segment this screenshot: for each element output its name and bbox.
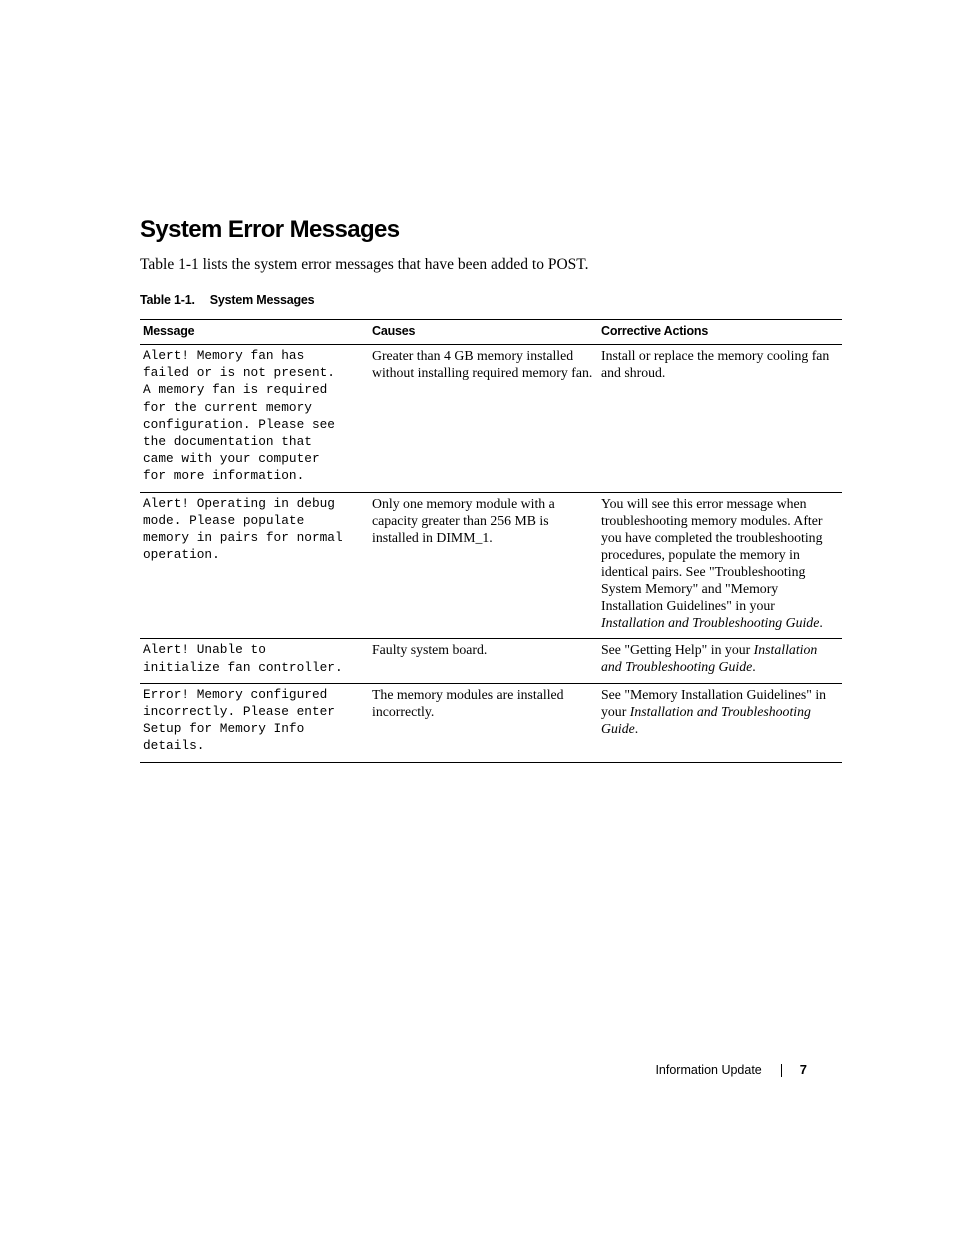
- action-tail: .: [634, 720, 639, 736]
- table-row: [140, 683, 842, 762]
- table-caption: [140, 292, 314, 308]
- action-cell: [598, 492, 842, 639]
- action-cell: [598, 345, 842, 493]
- footer-section-title: Information Update: [655, 1063, 762, 1077]
- cause-cell: Greater than 4 GB memory installed without installing required memory fan.: [369, 345, 598, 493]
- footer-divider: [781, 1064, 782, 1077]
- message-cell: Error! Memory configured incorrectly. Please enter Setup for Memory Info details.: [140, 683, 369, 762]
- page-number: 7: [799, 1062, 807, 1077]
- action-cell: [598, 683, 842, 762]
- action-guide-title: Installation and Troubleshooting Guide: [601, 615, 820, 631]
- page-footer: [655, 1061, 807, 1079]
- intro-paragraph: Table 1-1 lists the system error messages that have been added to POST.: [140, 256, 589, 273]
- page-title: System Error Messages: [140, 216, 400, 243]
- action-guide-title: Installation and Troubleshooting Guide: [601, 642, 818, 675]
- table-caption-number: Table 1-1.: [140, 293, 195, 307]
- action-tail: .: [752, 659, 756, 675]
- table-row: [140, 492, 842, 639]
- action-guide-title: Installation and Troubleshooting Guide: [601, 703, 811, 736]
- table-header-row: [140, 320, 842, 345]
- table-caption-title: System Messages: [209, 293, 315, 307]
- action-text: Install or replace the memory cooling fan and shroud.: [601, 348, 830, 381]
- cause-cell: The memory modules are installed incorrectly.: [369, 683, 598, 762]
- system-messages-table: [140, 319, 842, 763]
- message-cell: Alert! Operating in debug mode. Please populate memory in pairs for normal operation.: [140, 492, 369, 639]
- header-causes: Causes: [369, 320, 598, 345]
- action-text: See "Memory Installation Guidelines" in your: [601, 686, 827, 719]
- action-text: See "Getting Help" in your: [601, 642, 754, 658]
- cause-cell: Faulty system board.: [369, 639, 598, 683]
- header-message: Message: [140, 320, 369, 345]
- table-row: [140, 639, 842, 683]
- cause-cell: Only one memory module with a capacity greater than 256 MB is installed in DIMM_1.: [369, 492, 598, 639]
- table-row: [140, 345, 842, 493]
- action-cell: [598, 639, 842, 683]
- action-text: You will see this error message when troubleshooting memory modules. After you have completed the troubleshooting procedures, populate the memory in identical pairs. See "Troubleshooting System Memory" and "Memory Installation Guidelines" in your: [601, 495, 823, 614]
- message-cell: Alert! Memory fan has failed or is not present. A memory fan is required for the current memory configuration. Please see the documentation that came with your computer for more information.: [140, 345, 369, 493]
- header-corrective-actions: Corrective Actions: [598, 320, 842, 345]
- message-cell: Alert! Unable to initialize fan controller.: [140, 639, 369, 683]
- action-tail: .: [819, 615, 823, 631]
